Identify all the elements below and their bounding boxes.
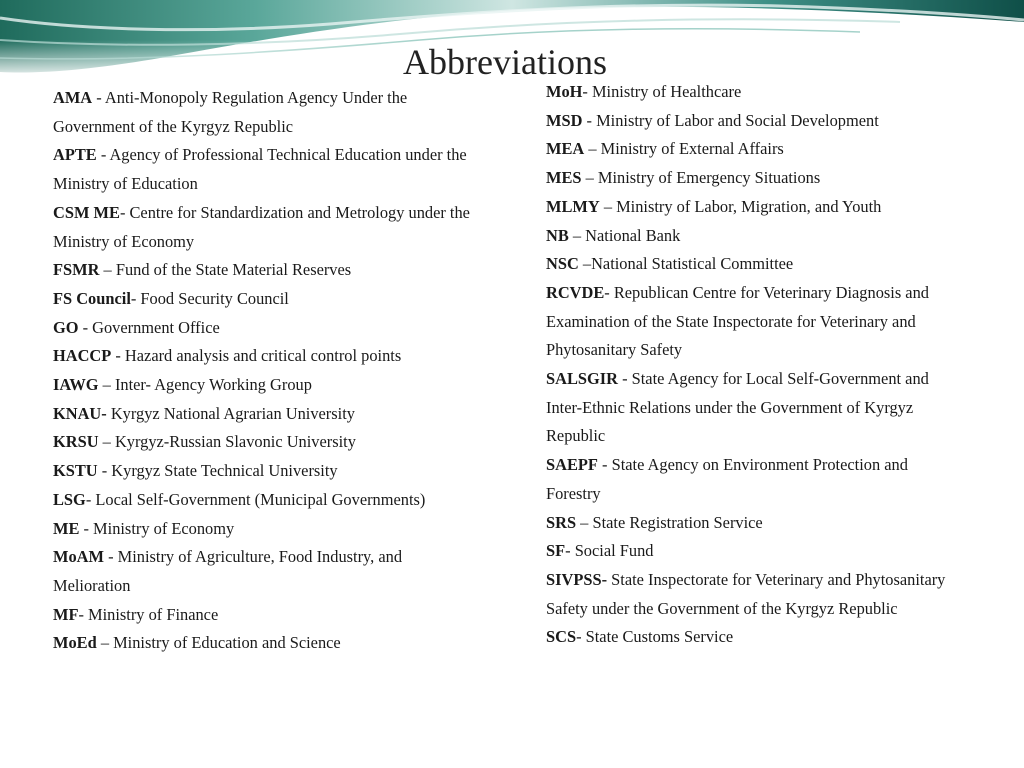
abbreviation-definition: – Ministry of Labor, Migration, and Youth [599, 196, 882, 216]
abbreviation-term: MoEd [53, 633, 97, 653]
abbreviation-definition: - Republican Centre for Veterinary Diagnosis and Examination of the State Inspectorate for Veterinary and Phytosanitary Safety [546, 282, 929, 360]
abbreviation-definition: - Anti-Monopoly Regulation Agency Under the Government of the Kyrgyz Republic [53, 88, 408, 136]
abbreviation-term: MLMY [546, 196, 600, 216]
abbreviation-entry [53, 342, 483, 371]
abbreviation-entry [53, 400, 483, 429]
abbreviation-entry [546, 623, 966, 652]
abbreviation-term: FSMR [53, 260, 100, 280]
abbreviation-entry [53, 543, 483, 600]
abbreviation-entry [53, 256, 483, 285]
abbreviation-term: APTE [53, 145, 97, 165]
abbreviation-entry [53, 601, 483, 630]
right-column [546, 78, 966, 652]
abbreviation-definition: - Social Fund [565, 541, 654, 561]
abbreviation-term: MSD [546, 110, 583, 130]
abbreviation-entry [546, 107, 966, 136]
abbreviation-entry [546, 78, 966, 107]
abbreviation-entry [546, 365, 966, 451]
abbreviation-entry [53, 371, 483, 400]
abbreviation-entry [53, 515, 483, 544]
abbreviation-entry [53, 428, 483, 457]
abbreviation-definition: - Centre for Standardization and Metrology under the Ministry of Economy [53, 202, 470, 251]
abbreviation-entry [546, 279, 966, 365]
abbreviation-definition: - State Agency for Local Self-Government and Inter-Ethnic Relations under the Government of Kyrgyz Republic [546, 369, 929, 446]
abbreviation-definition: – State Registration Service [576, 512, 763, 532]
abbreviation-entry [546, 451, 966, 508]
abbreviation-entry [53, 314, 483, 343]
abbreviation-term: SRS [546, 512, 577, 532]
abbreviation-term: LSG [53, 489, 86, 509]
abbreviation-definition: - Food Security Council [130, 288, 289, 308]
abbreviation-entry [546, 250, 966, 279]
abbreviation-definition: - Government Office [78, 317, 220, 337]
abbreviation-term: IAWG [53, 375, 99, 395]
abbreviation-term: KSTU [53, 461, 98, 481]
abbreviation-term: SF [546, 541, 566, 561]
abbreviation-definition: – National Bank [568, 225, 681, 245]
abbreviation-term: SAEPF [546, 455, 598, 475]
abbreviation-term: RCVDE [546, 282, 605, 302]
abbreviation-definition: – Ministry of Education and Science [96, 633, 341, 653]
abbreviation-definition: - Ministry of Labor and Social Development [582, 110, 879, 130]
abbreviation-definition: – Kyrgyz-Russian Slavonic University [98, 432, 356, 452]
abbreviation-term: NSC [546, 254, 579, 274]
abbreviation-entry [53, 141, 483, 198]
abbreviation-definition: – Ministry of External Affairs [584, 139, 784, 159]
abbreviation-entry [53, 629, 483, 658]
abbreviation-definition: - Ministry of Finance [78, 604, 219, 624]
abbreviation-definition: Kyrgyz National Agrarian University [106, 403, 355, 423]
abbreviation-entry [53, 84, 483, 141]
abbreviation-definition: –National Statistical Committee [578, 254, 794, 274]
abbreviation-entry [546, 164, 966, 193]
abbreviation-definition: State Inspectorate for Veterinary and Phytosanitary Safety under the Government of the Kyrgyz Republic [546, 569, 946, 618]
left-column [53, 84, 483, 658]
abbreviation-entry [546, 509, 966, 538]
abbreviation-definition: – Fund of the State Material Reserves [99, 260, 352, 280]
abbreviation-entry [53, 285, 483, 314]
abbreviation-term: GO [53, 317, 79, 337]
abbreviation-term: ME [53, 518, 80, 538]
abbreviation-entry [546, 193, 966, 222]
abbreviation-definition: – Inter- Agency Working Group [98, 375, 312, 395]
abbreviation-definition: - Ministry of Economy [79, 518, 235, 538]
abbreviation-term: AMA [53, 88, 93, 107]
abbreviation-definition: - Agency of Professional Technical Education under the Ministry of Education [53, 145, 467, 194]
abbreviation-entry [53, 199, 483, 256]
abbreviation-entry [546, 135, 966, 164]
abbreviation-definition: - Local Self-Government (Municipal Governments) [85, 489, 426, 509]
abbreviation-term: SIVPSS- [546, 569, 608, 589]
abbreviation-definition: - Ministry of Healthcare [582, 82, 742, 101]
abbreviation-term: HACCP [53, 346, 112, 366]
abbreviation-term: KRSU [53, 432, 99, 452]
abbreviation-definition: - Ministry of Agriculture, Food Industry, and Melioration [53, 547, 403, 595]
abbreviation-term: MoAM [53, 547, 104, 567]
abbreviation-entry [53, 457, 483, 486]
abbreviation-entry [546, 566, 966, 623]
abbreviation-term: SALSGIR [546, 369, 618, 389]
abbreviation-term: NB [546, 225, 569, 245]
abbreviation-entry [53, 486, 483, 515]
abbreviation-term: CSM ME [53, 202, 120, 222]
abbreviation-term: SCS [546, 627, 577, 647]
abbreviation-entry [546, 222, 966, 251]
abbreviation-entry [546, 537, 966, 566]
page-title: Abbreviations [403, 42, 607, 82]
abbreviation-term: MoH [546, 82, 583, 101]
abbreviation-term: MF [53, 604, 79, 624]
abbreviation-term: FS Council [53, 288, 131, 308]
abbreviation-definition: - State Customs Service [576, 627, 734, 647]
abbreviation-term: KNAU- [53, 403, 107, 423]
abbreviation-definition: – Ministry of Emergency Situations [581, 168, 821, 188]
abbreviation-term: MEA [546, 139, 585, 159]
abbreviation-definition: - State Agency on Environment Protection and Forestry [546, 455, 908, 503]
abbreviation-definition: - Kyrgyz State Technical University [97, 461, 338, 481]
abbreviation-definition: - Hazard analysis and critical control points [111, 346, 402, 366]
abbreviation-term: MES [546, 168, 582, 188]
